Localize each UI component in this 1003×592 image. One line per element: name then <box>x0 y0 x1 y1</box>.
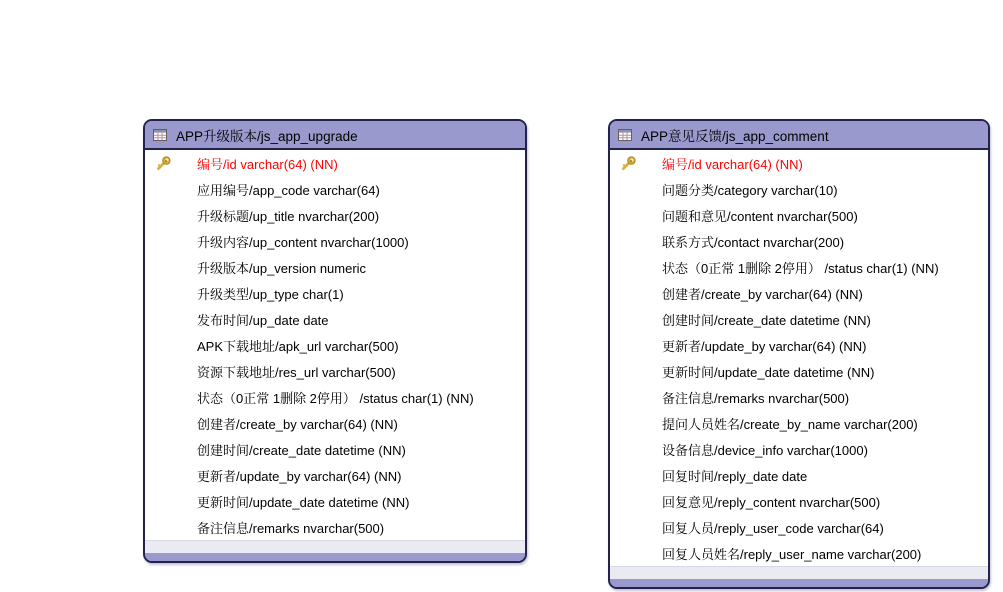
column-row[interactable] <box>610 462 988 488</box>
column-row[interactable] <box>610 280 988 306</box>
column-row[interactable] <box>610 254 988 280</box>
column-row[interactable] <box>610 176 988 202</box>
column-label: 升级类型/up_type char(1) <box>197 286 344 302</box>
column-label: 应用编号/app_code varchar(64) <box>197 182 380 198</box>
column-row[interactable] <box>145 488 525 514</box>
column-label: 编号/id varchar(64) (NN) <box>197 156 338 172</box>
column-label: APK下载地址/apk_url varchar(500) <box>197 338 399 354</box>
table-title: APP意见反馈/js_app_comment <box>641 128 829 144</box>
column-row[interactable] <box>145 358 525 384</box>
column-label: 更新时间/update_date datetime (NN) <box>662 364 875 380</box>
column-label: 更新时间/update_date datetime (NN) <box>197 494 410 510</box>
column-row[interactable] <box>145 176 525 202</box>
column-row[interactable] <box>145 514 525 540</box>
column-row[interactable] <box>610 514 988 540</box>
table-js-app-upgrade[interactable] <box>143 119 527 563</box>
column-label: 状态（0正常 1删除 2停用） /status char(1) (NN) <box>197 390 474 406</box>
column-row[interactable] <box>145 384 525 410</box>
table-title: APP升级版本/js_app_upgrade <box>176 128 358 144</box>
column-row[interactable] <box>610 358 988 384</box>
column-row[interactable] <box>610 228 988 254</box>
column-label: 回复人员姓名/reply_user_name varchar(200) <box>662 546 922 562</box>
column-row[interactable] <box>610 410 988 436</box>
table-footer-strip <box>610 566 988 579</box>
table-columns <box>145 150 525 540</box>
table-bottom-strip <box>145 553 525 561</box>
column-label: 升级标题/up_title nvarchar(200) <box>197 208 380 224</box>
column-label: 更新者/update_by varchar(64) (NN) <box>197 468 402 484</box>
table-bottom-strip <box>610 579 988 587</box>
column-label: 备注信息/remarks nvarchar(500) <box>662 390 850 406</box>
column-row[interactable] <box>610 150 988 176</box>
column-row[interactable] <box>145 280 525 306</box>
table-footer-strip <box>145 540 525 553</box>
column-row[interactable] <box>145 436 525 462</box>
column-row[interactable] <box>610 384 988 410</box>
table-grid-icon <box>618 129 632 141</box>
column-row[interactable] <box>145 462 525 488</box>
column-row[interactable] <box>145 254 525 280</box>
column-label: 升级版本/up_version numeric <box>197 260 367 276</box>
column-row[interactable] <box>610 332 988 358</box>
column-label: 创建时间/create_date datetime (NN) <box>662 312 871 328</box>
column-row[interactable] <box>610 202 988 228</box>
column-label: 创建时间/create_date datetime (NN) <box>197 442 406 458</box>
column-label: 更新者/update_by varchar(64) (NN) <box>662 338 867 354</box>
column-label: 回复人员/reply_user_code varchar(64) <box>662 520 884 536</box>
column-label: 回复意见/reply_content nvarchar(500) <box>662 494 881 510</box>
column-label: 问题和意见/content nvarchar(500) <box>662 208 858 224</box>
column-row[interactable] <box>610 488 988 514</box>
column-row[interactable] <box>145 228 525 254</box>
column-label: 回复时间/reply_date date <box>662 468 808 484</box>
column-label: 创建者/create_by varchar(64) (NN) <box>197 416 398 432</box>
column-row[interactable] <box>610 306 988 332</box>
column-row[interactable] <box>145 410 525 436</box>
column-label: 编号/id varchar(64) (NN) <box>662 156 803 172</box>
table-grid-icon <box>153 129 167 141</box>
column-row[interactable] <box>145 150 525 176</box>
column-row[interactable] <box>145 306 525 332</box>
table-js-app-comment[interactable] <box>608 119 990 589</box>
column-row[interactable] <box>610 540 988 566</box>
column-label: 状态（0正常 1删除 2停用） /status char(1) (NN) <box>662 260 939 276</box>
column-row[interactable] <box>145 202 525 228</box>
column-row[interactable] <box>145 332 525 358</box>
column-row[interactable] <box>610 436 988 462</box>
table-columns <box>610 150 988 566</box>
table-header[interactable] <box>145 121 525 150</box>
table-header[interactable] <box>610 121 988 150</box>
column-label: 联系方式/contact nvarchar(200) <box>662 234 845 250</box>
column-label: 设备信息/device_info varchar(1000) <box>662 442 868 458</box>
column-label: 升级内容/up_content nvarchar(1000) <box>197 234 409 250</box>
primary-key-icon <box>620 155 637 172</box>
column-label: 创建者/create_by varchar(64) (NN) <box>662 286 863 302</box>
column-label: 资源下载地址/res_url varchar(500) <box>197 364 396 380</box>
column-label: 备注信息/remarks nvarchar(500) <box>197 520 385 536</box>
primary-key-icon <box>155 155 172 172</box>
column-label: 发布时间/up_date date <box>197 312 329 328</box>
column-label: 提问人员姓名/create_by_name varchar(200) <box>662 416 918 432</box>
column-label: 问题分类/category varchar(10) <box>662 182 838 198</box>
